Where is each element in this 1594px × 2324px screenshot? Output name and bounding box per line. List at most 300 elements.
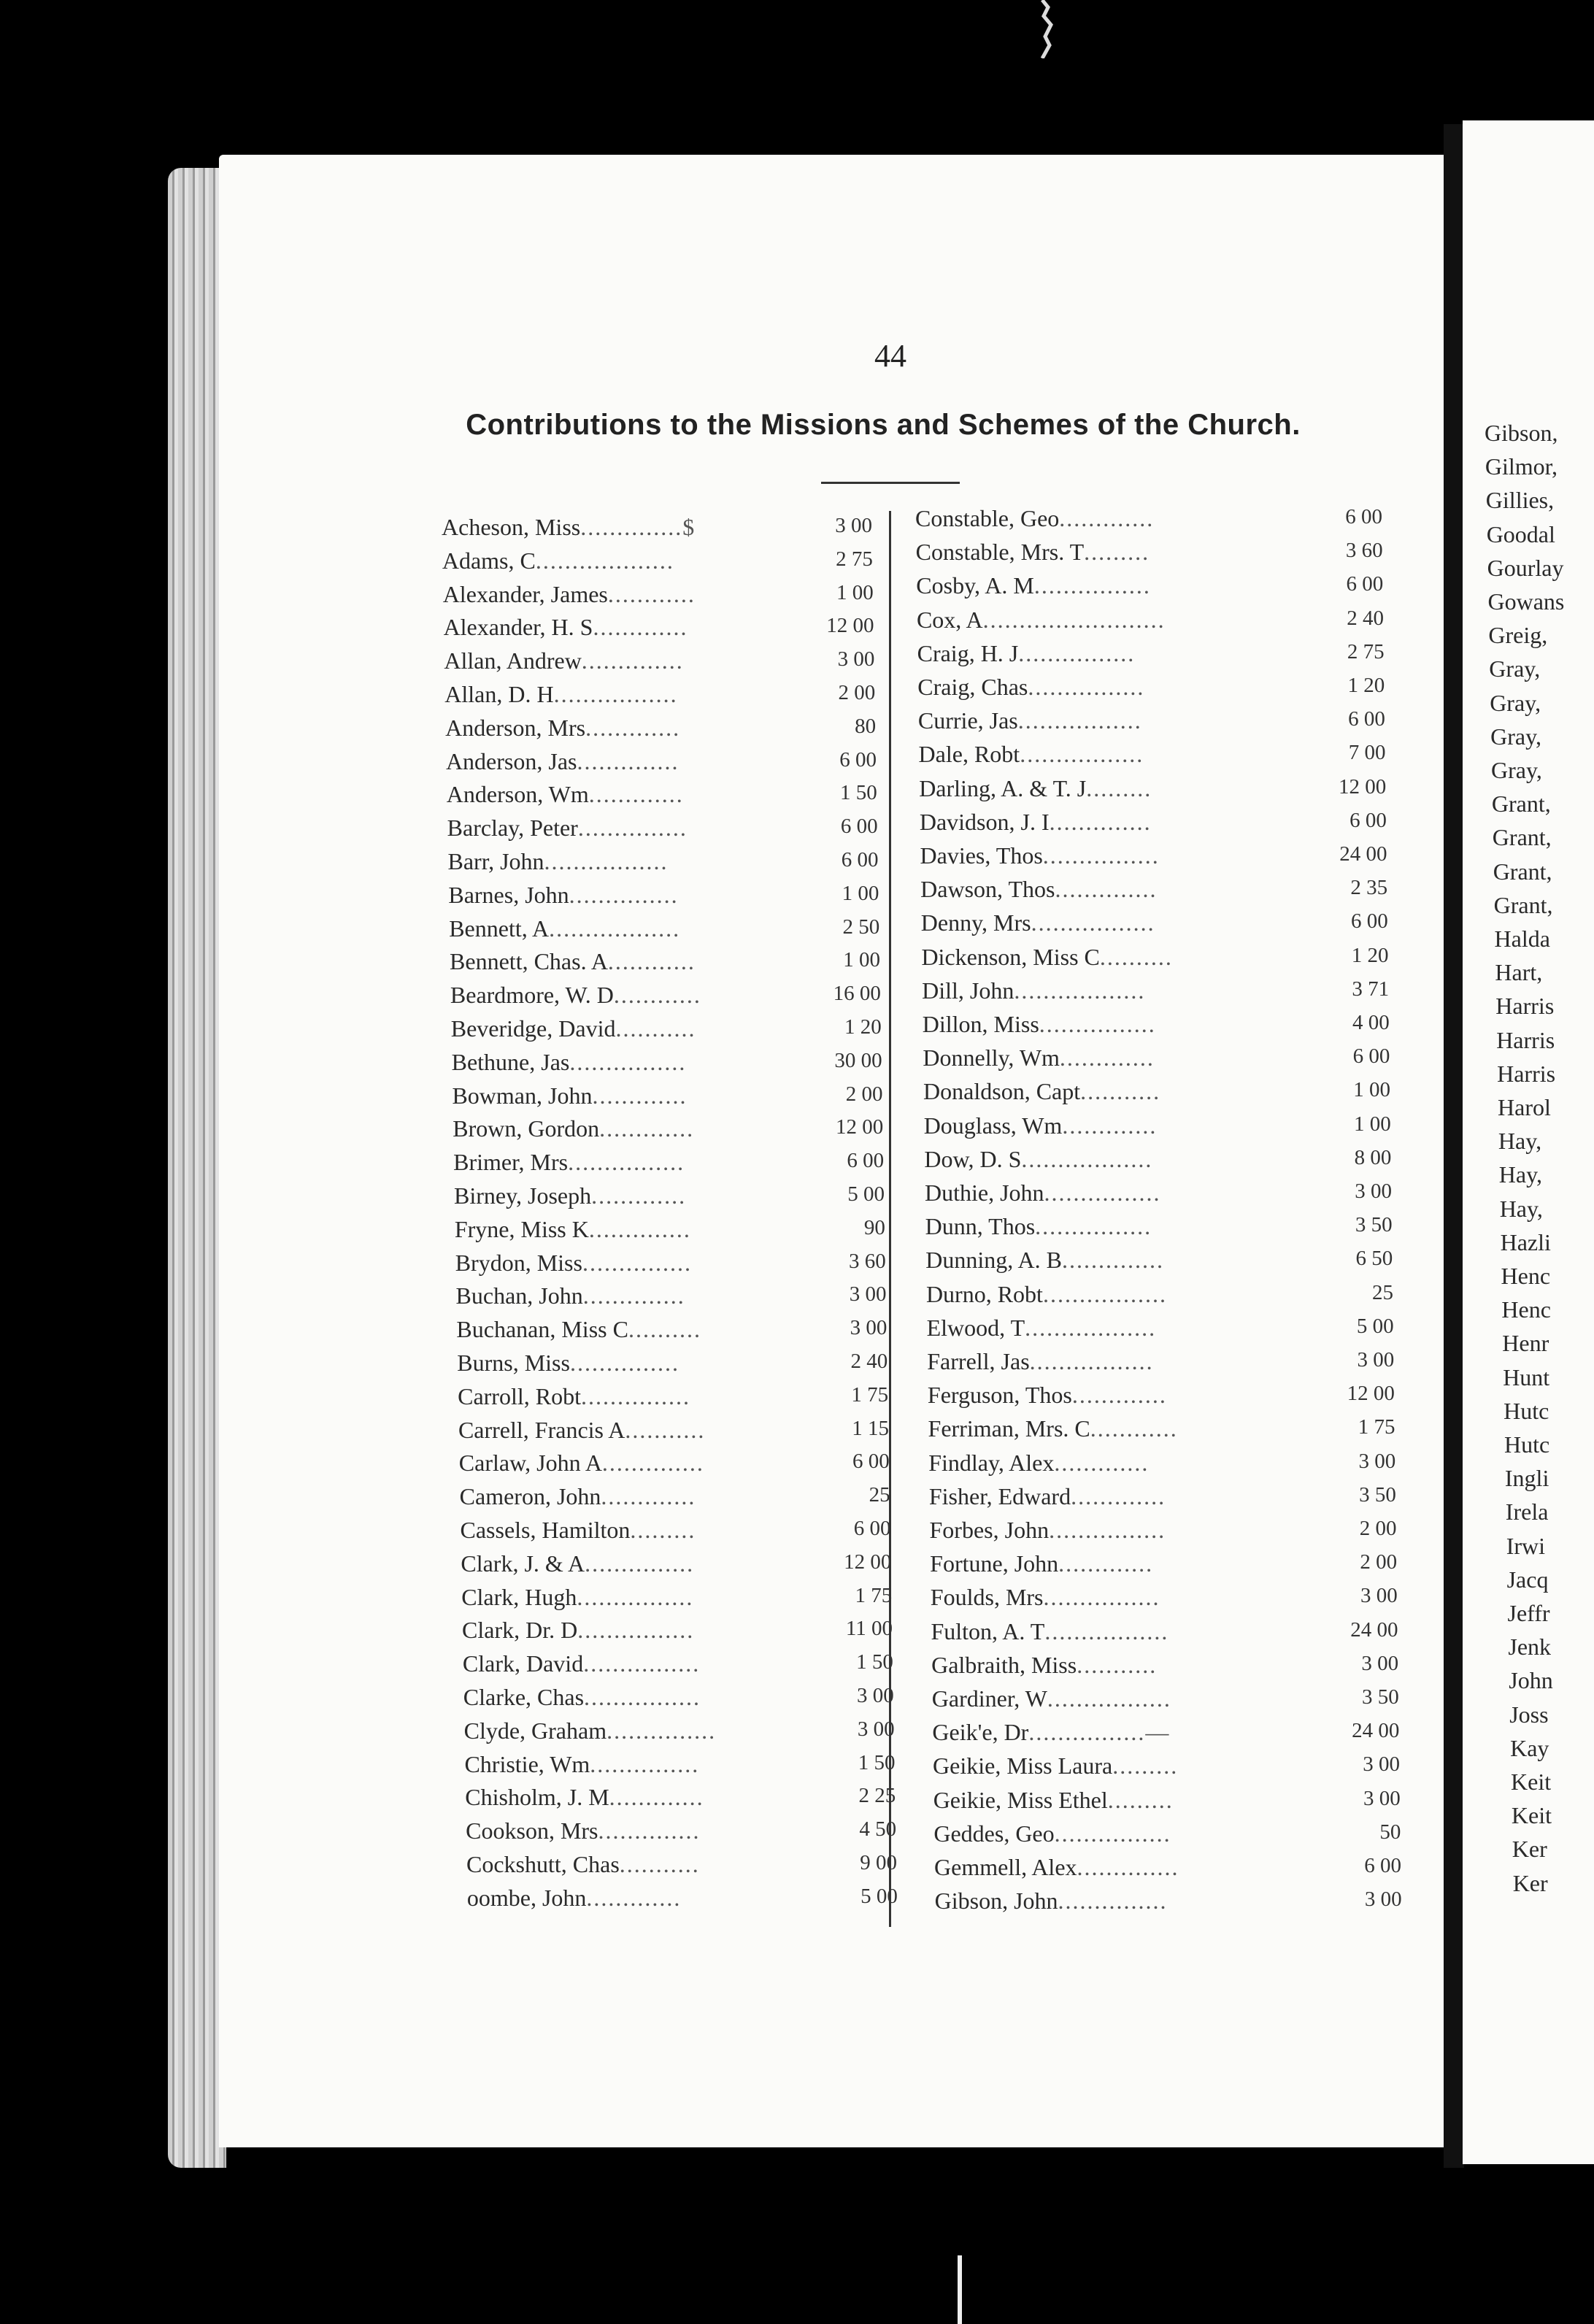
facing-page-name-fragment: Henc [1501, 1263, 1551, 1289]
contributor-name-text: Geikie, Miss Laura [933, 1752, 1113, 1779]
leader-dots: ............ [607, 948, 696, 975]
leader-dots: ................ [1049, 1517, 1166, 1543]
contributor-name-text: Denny, Mrs [920, 909, 1031, 936]
facing-page-name-fragment: Gray, [1489, 655, 1541, 682]
contributor-name-text: Clark, David [462, 1650, 584, 1677]
contributor-name-text: Anderson, Jas [445, 747, 577, 774]
contributor-name-text: Fortune, John [930, 1550, 1059, 1577]
contribution-amount: 3 00 [1363, 1752, 1401, 1777]
contribution-row [935, 1888, 1402, 1920]
contributor-name [455, 1216, 805, 1243]
facing-page-name-fragment: Ker [1512, 1869, 1548, 1896]
contributor-name-text: Dillon, Miss [922, 1011, 1039, 1037]
leader-dots: ................. [1047, 1685, 1171, 1712]
contribution-amount: 8 00 [1354, 1145, 1392, 1169]
contribution-row [924, 1146, 1391, 1178]
contributor-name [447, 781, 797, 808]
contributor-name-text: Anderson, Wm [446, 781, 589, 808]
leader-dots: ................ [577, 1583, 694, 1610]
contribution-amount: 3 00 [1360, 1584, 1398, 1608]
leader-dots: ......... [1107, 1786, 1174, 1813]
contribution-amount: 2 00 [838, 681, 876, 704]
contributor-name-text: Christie, Wm [464, 1750, 590, 1777]
contribution-row [918, 707, 1385, 739]
contribution-row [460, 1483, 890, 1515]
leader-dots: ......... [1084, 539, 1150, 566]
contribution-amount: 12 00 [836, 1115, 884, 1139]
leader-dots: ........... [625, 1416, 706, 1443]
contributor-name [442, 514, 792, 541]
contributor-name [933, 1787, 1313, 1814]
contributor-name [461, 1584, 812, 1611]
contribution-amount: 1 50 [856, 1650, 893, 1674]
contribution-amount: 80 [855, 714, 877, 738]
contributor-name [916, 572, 1295, 599]
contribution-row [467, 1885, 898, 1917]
contribution-amount: 1 20 [844, 1015, 882, 1039]
contribution-row [927, 1348, 1394, 1380]
contribution-row [931, 1618, 1398, 1650]
leader-dots: ............. [1062, 1112, 1158, 1139]
contribution-amount: 4 50 [859, 1817, 897, 1842]
contributor-name [920, 809, 1299, 836]
contribution-amount: 3 50 [1362, 1685, 1399, 1709]
contribution-row [446, 748, 877, 780]
contribution-row [448, 882, 879, 914]
contribution-row [452, 1082, 882, 1115]
contribution-row [915, 505, 1382, 537]
contribution-amount: 12 00 [844, 1550, 892, 1574]
facing-page-name-fragment: Keit [1511, 1802, 1552, 1829]
contributor-name-text: Brydon, Miss [455, 1249, 582, 1276]
contribution-amount: 9 00 [860, 1851, 897, 1874]
leader-dots: ............. [592, 1082, 688, 1109]
leader-dots: ............. [1054, 1449, 1150, 1476]
contribution-amount: 24 00 [1339, 842, 1387, 866]
contribution-row [465, 1784, 896, 1816]
contribution-row [921, 944, 1388, 976]
contribution-row [449, 915, 879, 947]
facing-page-name-fragment: Gray, [1490, 723, 1541, 750]
leader-dots: ............. [1059, 1044, 1155, 1071]
contributor-name-text: Adams, C [442, 547, 536, 574]
facing-page-name-fragment: Halda [1494, 926, 1550, 952]
contribution-row [923, 1044, 1390, 1077]
facing-page-name-fragment: Hunt [1503, 1363, 1550, 1390]
leader-dots: ................ [1028, 674, 1145, 700]
leader-dots: ......... [1086, 774, 1152, 801]
contribution-amount: 12 00 [826, 614, 874, 638]
contributor-name [919, 775, 1298, 802]
contribution-row [928, 1382, 1395, 1414]
torn-paper-fragment [1029, 0, 1058, 58]
facing-page-name-fragment: Harris [1497, 1060, 1556, 1087]
contribution-amount: 4 00 [1352, 1011, 1390, 1034]
contribution-row [453, 1115, 883, 1147]
contribution-amount: 3 00 [1358, 1449, 1396, 1473]
contributor-name [460, 1483, 810, 1510]
contributor-name-text: Beveridge, David [450, 1015, 616, 1042]
contribution-amount: 25 [1371, 1280, 1393, 1304]
contributor-name [922, 977, 1301, 1004]
contributor-name [464, 1751, 815, 1778]
contributor-name-text: Dickenson, Miss C [921, 943, 1100, 970]
leader-dots: .................. [1014, 977, 1146, 1004]
leader-dots: ............. [593, 614, 688, 641]
contributor-name [920, 842, 1300, 869]
contributor-name [463, 1684, 814, 1711]
contributor-name-text: Ferriman, Mrs. C [928, 1415, 1090, 1442]
facing-page-name-fragment: John [1509, 1667, 1553, 1694]
contributor-name [457, 1350, 807, 1377]
contributor-name-text: Gemmell, Alex [934, 1854, 1077, 1880]
contributor-name [461, 1517, 811, 1544]
contributor-name [927, 1315, 1306, 1342]
contributor-name [458, 1383, 808, 1410]
contribution-row [930, 1517, 1397, 1549]
contributor-name-text: Buchan, John [455, 1282, 583, 1309]
contributor-name-text: Craig, Chas [917, 674, 1028, 700]
contributor-name-text: Carlaw, John A [458, 1450, 602, 1477]
leader-dots: ............. [609, 1784, 704, 1811]
contributor-name-text: Carroll, Robt [458, 1382, 581, 1409]
facing-page-name-fragment: Harris [1495, 993, 1555, 1020]
contributor-name [450, 982, 801, 1009]
facing-page-name-fragment: Jacq [1506, 1566, 1549, 1593]
contributor-name-text: Ferguson, Thos [927, 1382, 1072, 1409]
contribution-row [457, 1350, 888, 1382]
contribution-amount: 6 00 [1351, 909, 1388, 934]
contributor-name-text: Duthie, John [925, 1180, 1044, 1206]
contributor-name [452, 1049, 802, 1076]
contributor-name [461, 1550, 811, 1577]
contributor-name [450, 948, 800, 975]
leader-dots: ............ [607, 580, 696, 607]
contributor-name [466, 1851, 817, 1878]
contribution-row [917, 640, 1385, 672]
contributor-name [931, 1584, 1310, 1611]
contributor-name [931, 1652, 1311, 1679]
contribution-amount: 3 00 [1364, 1888, 1402, 1912]
contribution-amount: 12 00 [1338, 774, 1387, 799]
facing-page-name-fragment: Greig, [1488, 622, 1548, 649]
contribution-row [443, 581, 874, 613]
contribution-amount: 1 00 [843, 948, 881, 972]
contributor-name-text: Craig, H. J [917, 639, 1019, 666]
leader-dots: ............... [569, 1350, 679, 1376]
contributor-name-text: Cassels, Hamilton [460, 1517, 631, 1543]
contribution-row [919, 741, 1386, 773]
leader-dots: .............. [582, 1282, 685, 1309]
facing-page-name-fragment: Hutc [1504, 1431, 1550, 1458]
contributor-name-text: Darling, A. & T. J [919, 774, 1087, 801]
leader-dots: ................ [1035, 1213, 1152, 1240]
contribution-row [917, 607, 1384, 639]
leader-dots: ................ [1043, 1584, 1160, 1611]
contributor-name-text: Cameron, John [459, 1483, 601, 1510]
contribution-amount: 5 00 [860, 1884, 898, 1908]
contributor-name-text: Geikie, Miss Ethel [933, 1786, 1108, 1813]
contribution-amount: 2 00 [845, 1082, 883, 1106]
contributor-name [920, 876, 1300, 903]
contribution-amount: 3 00 [849, 1282, 887, 1307]
contribution-row [933, 1820, 1401, 1852]
contributor-name-text: Davidson, J. I [919, 808, 1050, 835]
leader-dots: .......... [628, 1316, 701, 1343]
contributor-name [933, 1752, 1312, 1779]
contributor-name-text: Clarke, Chas [463, 1684, 585, 1710]
facing-page-name-fragment: Hay, [1498, 1128, 1542, 1155]
leader-dots: ................ [1039, 1011, 1156, 1037]
contributor-name [465, 1784, 815, 1811]
facing-page-name-fragment: Ingli [1504, 1465, 1549, 1492]
contributor-name-text: Bowman, John [452, 1082, 593, 1109]
leader-dots: ......... [630, 1517, 696, 1543]
contributor-name [451, 1015, 801, 1042]
contribution-row [924, 1112, 1391, 1144]
contributor-name-text: Allan, D. H [444, 681, 554, 707]
facing-page-name-fragment: Hutc [1503, 1397, 1549, 1424]
contribution-amount: 2 40 [850, 1350, 888, 1373]
contributor-name [456, 1282, 806, 1309]
contributor-name-text: Findlay, Alex [928, 1449, 1055, 1476]
leader-dots: ................. [1017, 707, 1142, 734]
leader-dots: ................ [1044, 1180, 1161, 1206]
contribution-amount: 1 00 [1353, 1112, 1391, 1136]
contribution-row [925, 1180, 1392, 1212]
facing-page-name-fragment: Hazli [1500, 1228, 1551, 1255]
contributor-name-text: Forbes, John [929, 1517, 1050, 1543]
contributor-name [928, 1415, 1308, 1442]
leader-dots: ............ [1090, 1415, 1178, 1442]
leader-dots: ............... [577, 815, 688, 842]
contributor-name-text: Constable, Mrs. T [915, 539, 1085, 566]
contributor-name [924, 1146, 1304, 1173]
contributor-name [931, 1618, 1310, 1645]
contributor-name [921, 909, 1301, 936]
facing-page-name-fragment: Hay, [1499, 1195, 1543, 1222]
contributor-name-text: Burns, Miss [457, 1350, 570, 1376]
contributor-name [454, 1182, 804, 1209]
leader-dots: ................ [584, 1684, 701, 1710]
contribution-amount: 2 50 [842, 915, 880, 939]
contributor-name [928, 1450, 1308, 1477]
contributor-name [443, 581, 793, 608]
contributor-name [917, 640, 1297, 667]
facing-page-name-fragment: Jenk [1508, 1634, 1552, 1661]
contributor-name [915, 505, 1295, 532]
contributor-name [446, 748, 796, 775]
leader-dots: .......... [1099, 943, 1173, 970]
contributor-name-text: Bennett, A [449, 915, 550, 942]
contribution-row [442, 547, 873, 580]
contributor-name [925, 1180, 1304, 1207]
leader-dots: .............. [588, 1215, 691, 1242]
facing-page-name-fragment: Harol [1498, 1094, 1551, 1120]
book-gutter [1444, 124, 1464, 2168]
contributor-name-text: Dill, John [922, 977, 1014, 1004]
facing-page-name-fragment: Kay [1510, 1734, 1549, 1761]
contribution-amount: 2 40 [1347, 606, 1384, 630]
contribution-row [455, 1250, 886, 1282]
contribution-row [920, 876, 1387, 908]
contribution-amount: 3 00 [1363, 1786, 1401, 1810]
leader-dots: ............. [599, 1115, 695, 1142]
contribution-amount: 3 00 [835, 514, 872, 537]
contributor-name-text: Dunning, A. B [925, 1247, 1062, 1274]
contributor-name [917, 607, 1296, 634]
leader-dots: ................. [1044, 1617, 1169, 1644]
contribution-amount: 3 00 [857, 1684, 894, 1707]
contributor-name-text: Barclay, Peter [447, 815, 578, 842]
left-contributions-column [442, 514, 898, 1930]
leader-dots: ............. [588, 781, 684, 808]
contributor-name-text: Birney, Joseph [454, 1182, 592, 1209]
contribution-row [461, 1517, 891, 1549]
book-page-edges [168, 168, 226, 2168]
leader-dots: ................ [1042, 842, 1160, 869]
contribution-amount: 3 00 [1361, 1651, 1399, 1675]
leader-dots: ................... [535, 547, 674, 574]
leader-dots: ................ [1054, 1820, 1171, 1847]
contribution-amount: 3 60 [1345, 539, 1383, 563]
contribution-amount: 30 00 [834, 1048, 882, 1072]
contribution-amount: 1 00 [842, 881, 879, 905]
right-contributions-column [915, 505, 1402, 1921]
facing-page-name-fragment: Goodal [1486, 520, 1555, 547]
contribution-amount: 6 00 [1348, 707, 1385, 731]
contributor-name-text: oombe, John [466, 1884, 587, 1911]
contribution-row [454, 1182, 885, 1215]
contribution-amount: 3 00 [850, 1316, 888, 1340]
facing-page-name-fragment: Grant, [1493, 891, 1553, 918]
contribution-amount: 1 00 [1353, 1078, 1391, 1102]
contributor-name-text: Alexander, H. S [443, 614, 593, 641]
contributor-name [456, 1316, 806, 1343]
contributor-name-text: Foulds, Mrs [930, 1584, 1044, 1611]
contribution-row [450, 948, 880, 980]
contributor-name-text: Cockshutt, Chas [466, 1851, 620, 1877]
leader-dots: ................. [1020, 741, 1144, 768]
leader-dots: ............. [585, 714, 681, 741]
contribution-amount: 2 00 [1359, 1517, 1397, 1540]
contribution-row [932, 1719, 1399, 1751]
contributor-name [447, 815, 798, 842]
contributor-name-text: Barnes, John [448, 881, 569, 908]
leader-dots: ................. [544, 848, 669, 874]
leader-dots: ............... [585, 1550, 695, 1577]
contributor-name-text: Geik'e, Dr [932, 1719, 1029, 1746]
facing-page-name-fragment: Gray, [1490, 689, 1541, 716]
contribution-row [463, 1650, 893, 1682]
leader-dots: ............... [607, 1717, 717, 1744]
contribution-amount: 6 50 [1355, 1247, 1393, 1271]
contributor-name-text: Cookson, Mrs [466, 1817, 598, 1844]
contribution-amount: 1 20 [1351, 943, 1389, 967]
contributor-name [464, 1717, 815, 1744]
contribution-row [464, 1717, 895, 1750]
contribution-row [447, 781, 877, 813]
contributor-name [444, 614, 794, 641]
contribution-row [930, 1550, 1397, 1582]
contribution-row [447, 815, 878, 847]
contributor-name-text: Clark, J. & A [461, 1550, 585, 1577]
contribution-amount: 90 [863, 1215, 885, 1239]
contribution-row [445, 715, 876, 747]
contributor-name [919, 741, 1298, 768]
facing-page-name-fragment: Gourlay [1487, 554, 1564, 581]
contribution-amount: 1 75 [851, 1382, 889, 1407]
contributor-name-text: Allan, Andrew [444, 647, 582, 674]
contribution-amount: 6 00 [1349, 808, 1387, 832]
contributor-name-text: Dale, Robt [918, 741, 1020, 768]
contributor-name [444, 647, 794, 674]
leader-dots: ..............$ [580, 514, 696, 540]
leader-dots: ........... [1077, 1651, 1158, 1678]
leader-dots: ................. [1029, 1348, 1154, 1374]
leader-dots: .............. [1061, 1247, 1164, 1274]
contribution-amount: 2 35 [1350, 876, 1388, 900]
contribution-row [916, 539, 1383, 571]
facing-page-name-fragment: Harris [1496, 1026, 1555, 1053]
contributor-name-text: Acheson, Miss [442, 514, 581, 540]
contribution-row [444, 647, 874, 680]
contributor-name-text: Brown, Gordon [453, 1115, 600, 1142]
facing-page-name-fragment: Ker [1512, 1836, 1547, 1863]
contribution-row [928, 1450, 1395, 1482]
contributor-name [923, 1044, 1302, 1071]
contributor-name [459, 1450, 809, 1477]
contribution-row [931, 1652, 1398, 1684]
contribution-row [456, 1316, 887, 1348]
leader-dots: ............. [1071, 1382, 1167, 1409]
contribution-amount: 1 50 [840, 781, 877, 805]
contribution-row [920, 809, 1387, 841]
contribution-amount: 1 00 [836, 580, 874, 604]
leader-dots: ......................... [982, 606, 1166, 633]
contributor-name [448, 882, 798, 909]
leader-dots: .................. [1025, 1314, 1157, 1341]
leader-dots: ............... [569, 881, 679, 908]
contribution-amount: 3 00 [1355, 1180, 1392, 1203]
contribution-row [925, 1247, 1393, 1279]
contribution-amount: 24 00 [1352, 1719, 1400, 1743]
contribution-amount: 6 00 [1346, 572, 1384, 596]
contribution-row [464, 1751, 895, 1783]
contribution-row [458, 1383, 888, 1415]
contributor-name-text: Anderson, Mrs [445, 714, 586, 741]
contribution-amount: 3 50 [1359, 1482, 1396, 1507]
contribution-row [932, 1685, 1399, 1717]
leader-dots: ............. [586, 1884, 682, 1911]
facing-page-name-fragment: Irela [1505, 1498, 1549, 1525]
contribution-amount: 3 50 [1355, 1213, 1393, 1237]
facing-page-name-fragment: Keit [1511, 1769, 1552, 1795]
contribution-row [927, 1315, 1394, 1347]
contributor-name [444, 681, 795, 708]
facing-page-name-fragment: Joss [1509, 1701, 1549, 1728]
contributor-name-text: Geddes, Geo [933, 1820, 1055, 1847]
contribution-row [448, 848, 879, 880]
contribution-amount: 6 00 [841, 848, 879, 872]
leader-dots: ............ [613, 982, 701, 1009]
contributor-name [449, 915, 799, 942]
contribution-amount: 5 00 [847, 1182, 885, 1206]
contribution-amount: 25 [869, 1483, 890, 1507]
leader-dots: ................ [1018, 639, 1136, 666]
contributor-name-text: Bennett, Chas. A [450, 948, 608, 975]
facing-page-name-fragment: Hay, [1498, 1161, 1543, 1188]
